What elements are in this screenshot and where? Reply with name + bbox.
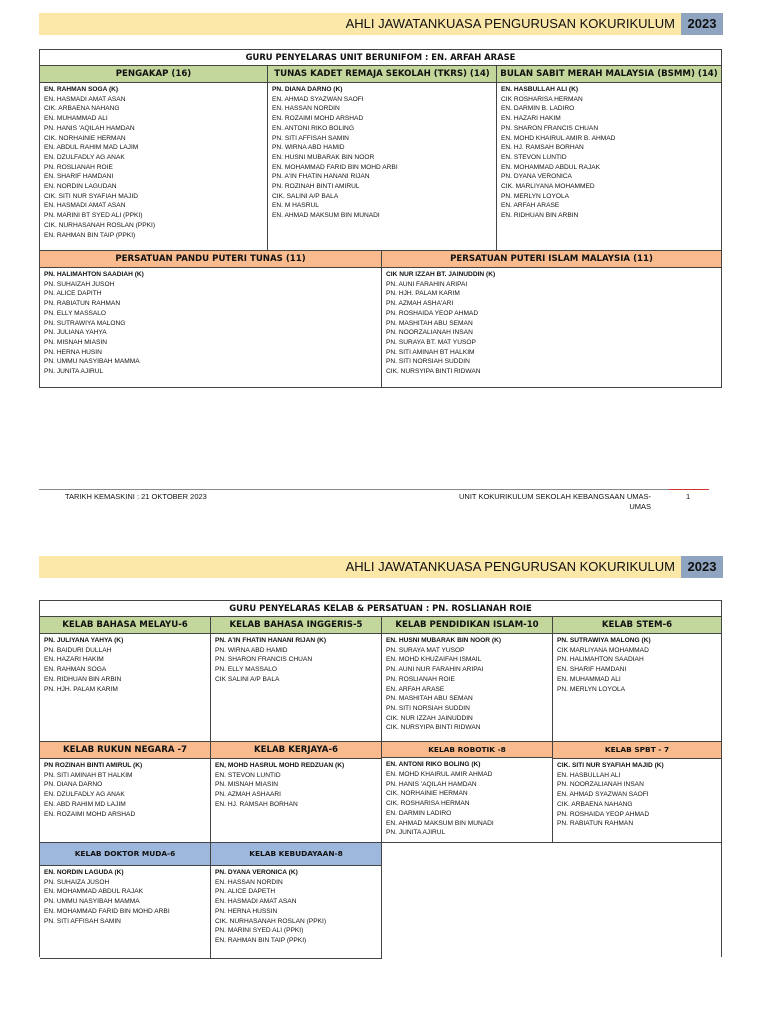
member-name: EN. DZULFADLY AG ANAK [44,791,125,799]
unit-col [268,66,497,250]
member-name: EN. DARMIN LADIRO [386,809,452,817]
member-name: EN. RIDHUAN BIN ARBIN [501,212,579,220]
member-name: EN. AHMAD MAKSUM BIN MUNADI [386,819,494,827]
member-leader: PN. DYANA VERONICA (K) [215,869,298,876]
page1-row2 [40,251,721,387]
club-col [211,742,382,842]
club-header: KELAB ROBOTIK -8 [382,742,552,758]
member-name: EN. SHARIF HAMDANI [44,173,114,181]
member-name: CIK MARLIYANA MOHAMMAD [557,646,649,654]
member-name: EN. MOHD KHAIRUL AMIR AHMAD [386,771,493,779]
page2-coordinator: GURU PENYELARAS KELAB & PERSATUAN : PN. ROSLIANAH ROIE [40,601,721,617]
member-name: PN. UMMU NASYIBAH MAMMA [44,358,140,366]
member-name: EN. STEVON LUNTID [215,771,281,779]
member-name: PN. HANIS 'AQILAH HAMDAN [386,780,477,788]
member-name: EN. HJ. RAMSAH BORHAN [215,800,298,808]
page2-title-bar [39,556,723,578]
member-name: EN. HAZARI HAKIM [44,656,104,664]
member-leader: PN ROZINAH BINTI AMIRUL (K) [44,762,143,769]
member-name: PN. HERNA HUSIN [44,348,102,356]
member-name: PN. ROZINAH BINTI AMIRUL [272,183,360,191]
member-name: CIK. ARBAENA NAHANG [557,800,633,808]
member-leader: PN. SUTRAWIYA MALONG (K) [557,637,651,644]
footer-unit-line1: UNIT KOKURIKULUM SEKOLAH KEBANGSAAN UMAS- [459,492,651,501]
unit-header: TUNAS KADET REMAJA SEKOLAH (TKRS) (14) [268,66,496,83]
club-header: KELAB STEM-6 [553,617,721,634]
member-list [40,268,381,387]
member-name: PN. SUTRAWIYA MALONG [44,319,126,327]
member-name: CIK ROSHARISA HERMAN [501,95,583,103]
member-leader: EN. NORDIN LAGUDA (K) [44,869,124,876]
page2-row1 [40,617,721,742]
member-name: EN. MOHD KHUZAIFAH ISMAIL [386,656,482,664]
member-name: PN. SUHAIZAH JUSOH [44,280,115,288]
member-name: CIK. MARLIYANA MOHAMMED [501,183,595,191]
member-name: CIK. NURHASANAH ROSLAN (PPKI) [215,917,327,925]
member-name: PN. SITI AFFISAH SAMIN [44,917,121,925]
member-name: PN. SURAYA MAT YUSOP [386,646,465,654]
club-header: KELAB RUKUN NEGARA -7 [40,742,210,759]
club-col [553,742,721,842]
member-name: EN. DARMIN B. LADIRO [501,105,575,113]
member-name: EN. STEVON LUNTID [501,153,567,161]
member-name: EN. RAHMAN SOGA [44,666,107,674]
member-name: PN. AUNI FARAHIN ARIPAI [386,280,468,288]
club-col [382,617,553,741]
page1-uniform-table [39,49,722,388]
member-name: PN. SUHAIZA JUSOH [44,878,110,886]
member-name: EN. SHARIF HAMDANI [557,666,627,674]
member-name: PN. HJH. PALAM KARIM [44,685,118,693]
member-name: PN. ELLY MASSALO [44,309,107,317]
club-header: KELAB BAHASA INGGERIS-5 [211,617,381,634]
page2-title: AHLI JAWATANKUASA PENGURUSAN KOKURIKULUM [39,556,681,578]
club-header: KELAB SPBT - 7 [553,742,721,759]
member-name: CIK. NORHAINIE HERMAN [44,134,126,142]
member-name: PN. SITI AMINAH BT HALKIM [386,348,475,356]
member-name: EN. HASBULLAH ALI [557,771,621,779]
member-name: EN. MOHAMMAD FARID BIN MOHD ARBI [44,907,170,915]
member-name: PN. JUNITA AJIRUL [44,368,104,376]
member-name: EN. ARFAH ARASE [386,685,445,693]
member-leader: EN, MOHD HASRUL MOHD REDZUAN (K) [215,762,345,769]
page1-row1 [40,66,721,251]
member-name: PN. DYANA VERONICA [501,173,572,181]
page1-title-bar [39,13,723,35]
member-name: PN. HANIS 'AQILAH HAMDAN [44,124,135,132]
member-name: PN. MARINI SYED ALI (PPKI) [215,927,304,935]
member-name: PN. ROSLIANAH ROIE [44,163,113,171]
member-name: PN. SURAYA BT. MAT YUSOP [386,338,476,346]
member-name: EN. MOHD KHAIRUL AMIR B. AHMAD [501,134,616,142]
member-name: PN. SITI AMINAH BT HALKIM [44,771,133,779]
member-name: PN. MISNAH MIASIN [215,781,279,789]
member-leader: EN. ANTONI RIKO BOLING (K) [386,761,481,769]
club-col [382,742,553,842]
unit-col [382,251,721,387]
member-name: PN. HERNA HUSSIN [215,907,278,915]
page2-clubs-table [39,600,722,957]
footer-rule [39,489,669,490]
member-name: EN. HASSAN NORDIN [215,878,283,886]
member-name: PN. MISNAH MIASIN [44,338,108,346]
member-list [268,83,496,250]
member-name: CIK. SITI NUR SYAFIAH MAJID [44,192,139,200]
club-col [211,843,382,959]
member-leader: PN. A'IN FHATIN HANANI RIJAN (K) [215,637,327,644]
member-list [553,759,721,842]
member-name: PN. ROSLIANAH ROIE [386,675,455,683]
footer-unit-line2: UMAS [629,502,651,511]
club-col [40,742,211,842]
club-header: KELAB KEBUDAYAAN-8 [211,843,381,866]
member-name: PN. HALIMAHTON SAADIAH [557,656,644,664]
unit-header: PERSATUAN PANDU PUTERI TUNAS (11) [40,251,381,268]
member-leader: EN. HUSNI MUBARAK BIN NOOR (K) [386,637,502,644]
member-name: EN. HJ. RAMSAH BORHAN [501,144,584,152]
member-name: PN. UMMU NASYIBAH MAMMA [44,898,140,906]
member-list [211,634,381,741]
member-name: PN. ELLY MASSALO [215,666,278,674]
member-leader: EN. RAHMAN SOGA (K) [44,86,119,93]
member-name: PN. JULIANA YAHYA [44,329,107,337]
member-name: PN. MASHITAH ABU SEMAN [386,319,473,327]
member-list [211,759,381,842]
member-name: PN. MERLYN LOYOLA [501,192,570,200]
member-name: EN. DZULFADLY AG ANAK [44,153,125,161]
member-list [382,268,721,387]
footer-unit [455,492,651,512]
member-list [211,866,381,958]
member-name: PN. ROSHAIDA YEOP AHMAD [386,309,479,317]
member-name: PN. RABIATUN RAHMAN [557,820,634,828]
unit-col [40,66,268,250]
member-name: CIK. NURSYIPA BINTI RIDWAN [386,368,481,376]
member-name: EN. HAZARI HAKIM [501,115,561,123]
page2-year: 2023 [681,556,723,578]
member-name: PN. MASHITAH ABU SEMAN [386,695,473,703]
member-name: EN. ABDUL RAHIM MAD LAJIM [44,144,139,152]
member-name: PN. AUNI NUR FARAHIN ARIPAI [386,666,484,674]
member-name: CIK. NURHASANAH ROSLAN (PPKI) [44,221,156,229]
member-name: CIK. NUR IZZAH JAINUDDIN [386,714,473,722]
member-list [40,866,210,958]
club-header: KELAB PENDIDIKAN ISLAM-10 [382,617,552,634]
member-name: EN. HASMADI AMAT ASAN [44,95,126,103]
unit-header: BULAN SABIT MERAH MALAYSIA (BSMM) (14) [497,66,721,83]
page1-year: 2023 [681,13,723,35]
club-header: KELAB BAHASA MELAYU-6 [40,617,210,634]
member-name: EN. AHMAD SYAZWAN SAOFI [557,791,649,799]
footer-date: TARIKH KEMASKINI : 21 OKTOBER 2023 [65,492,207,501]
member-list [40,759,210,842]
unit-col [497,66,721,250]
member-name: PN. SITI NORSIAH SUDDIN [386,358,470,366]
member-name: EN. RAHMAN BIN TAIP (PPKI) [215,936,307,944]
member-name: EN. HASMADI AMAT ASAN [215,898,297,906]
member-leader: CIK. SITI NUR SYAFIAH MAJID (K) [557,762,664,769]
member-name: EN. ROZAIMI MOHD ARSHAD [44,810,136,818]
page-number: 1 [686,492,691,501]
member-leader: PN. DIANA DARNO (K) [272,86,343,93]
member-name: CIK. NURSYIPA BINTI RIDWAN [386,724,481,732]
member-name: EN. NORDIN LAGUDAN [44,183,117,191]
member-name: EN. AHMAD MAKSUM BIN MUNADI [272,212,380,220]
member-name: PN. BAIDURI DULLAH [44,646,112,654]
member-name: EN. ANTONI RIKO BOLING [272,124,354,132]
member-name: EN. RIDHUAN BIN ARBIN [44,675,122,683]
member-list [553,634,721,741]
page1-coordinator: GURU PENYELARAS UNIT BERUNIFOM : EN. ARFAH ARASE [40,50,721,66]
page1-title: AHLI JAWATANKUASA PENGURUSAN KOKURIKULUM [39,13,681,35]
member-name: EN. ABD RAHIM MD LAJIM [44,800,126,808]
member-name: PN. RABIATUN RAHMAN [44,300,121,308]
member-name: PN. WIRNA ABD HAMID [215,646,288,654]
member-list [40,83,267,250]
member-list [382,758,552,842]
member-name: EN. HASMADI AMAT ASAN [44,202,126,210]
member-name: PN. SHARON FRANCIS CHUAN [215,656,313,664]
member-name: EN. ROZAIMI MOHD ARSHAD [272,115,364,123]
member-name: EN. MUHAMMAD ALI [44,115,108,123]
member-name: PN. ALICE DAPETH [215,888,276,896]
member-leader: CIK NUR IZZAH BT. JAINUDDIN (K) [386,271,496,278]
member-name: PN. JUNITA AJIRUL [386,829,446,837]
member-name: EN. HASSAN NORDIN [272,105,340,113]
member-name: EN. AHMAD SYAZWAN SAOFI [272,95,364,103]
club-col [553,617,721,741]
member-list [382,634,552,741]
member-name: CIK. ROSHARISA HERMAN [386,800,470,808]
unit-header: PERSATUAN PUTERI ISLAM MALAYSIA (11) [382,251,721,268]
member-name: CIK. ARBAENA NAHANG [44,105,120,113]
member-name: PN. AZMAH ASHAARI [215,791,281,799]
member-leader: EN. HASBULLAH ALI (K) [501,86,579,93]
club-col [40,617,211,741]
member-name: PN. HJH. PALAM KARIM [386,290,460,298]
member-name: EN. ARFAH ARASE [501,202,560,210]
member-leader: PN. JULIYANA YAHYA (K) [44,637,124,644]
member-name: EN. MOHAMMAD ABDUL RAJAK [44,888,144,896]
member-name: CIK. SALINI A/P BALA [272,192,339,200]
member-name: PN. MARINI BT SYED ALI (PPKI) [44,212,143,220]
member-name: PN. SITI NORSIAH SUDDIN [386,704,470,712]
member-name: EN. RAHMAN BIN TAIP (PPKI) [44,231,136,239]
member-name: EN. MOHAMMAD ABDUL RAJAK [501,163,601,171]
member-name: PN. SHARON FRANCIS CHUAN [501,124,599,132]
member-name: PN. NOORZALIANAH INSAN [386,329,473,337]
member-name: PN. A'IN FHATIN HANANI RIJAN [272,173,370,181]
unit-col [40,251,382,387]
member-leader: PN. HALIMAHTON SAADIAH (K) [44,271,144,278]
member-name: EN. M HASRUL [272,202,319,210]
member-name: PN. SITI AFFISAH SAMIN [272,134,349,142]
member-name: EN. MUHAMMAD ALI [557,675,621,683]
member-name: PN. MERLYN LOYOLA [557,685,626,693]
member-name: PN. NOORZALIANAH INSAN [557,781,644,789]
member-list [497,83,721,250]
club-header: KELAB KERJAYA-6 [211,742,381,759]
club-col [40,843,211,959]
member-name: EN. HUSNI MUBARAK BIN NOOR [272,153,375,161]
member-name: PN. ALICE DAPITH [44,290,102,298]
member-name: EN. MOHAMMAD FARID BIN MOHD ARBI [272,163,398,171]
club-header: KELAB DOKTOR MUDA-6 [40,843,210,866]
member-list [40,634,210,741]
member-name: PN. AZMAH ASHA'ARI [386,300,454,308]
member-name: CIK SALINI A/P BALA [215,675,280,683]
member-name: PN. WIRNA ABD HAMID [272,144,345,152]
member-name: PN. DIANA DARNO [44,781,103,789]
page2-row2 [40,742,721,843]
member-name: CIK. NORHAINIE HERMAN [386,790,468,798]
page2-row3 [40,843,721,959]
member-name: PN. ROSHAIDA YEOP AHMAD [557,810,650,818]
club-col [211,617,382,741]
unit-header: PENGAKAP (16) [40,66,267,83]
